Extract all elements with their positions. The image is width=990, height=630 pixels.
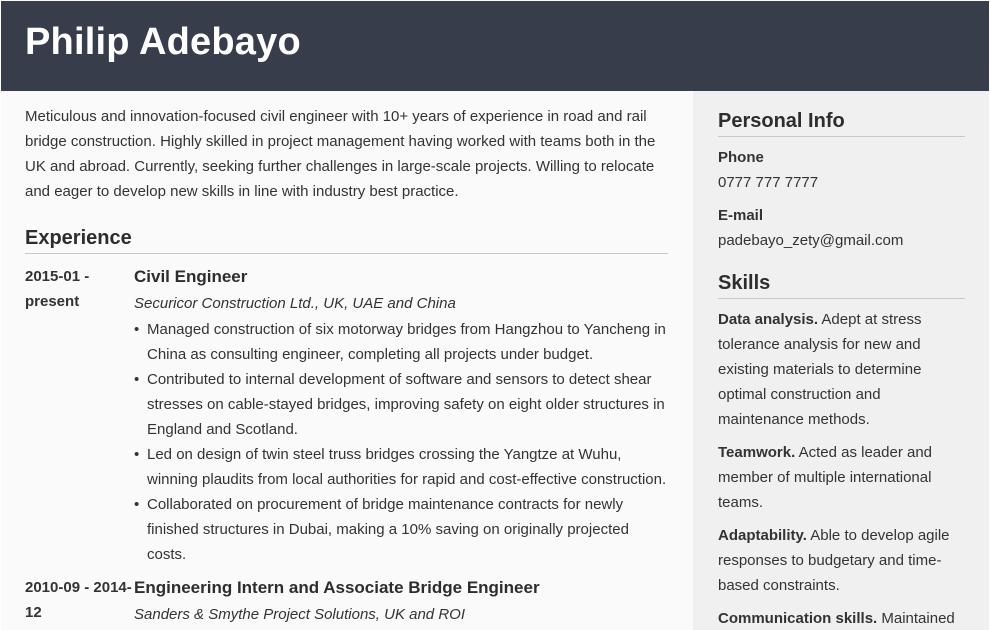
phone-label: Phone xyxy=(718,149,764,166)
job-details xyxy=(134,575,668,628)
resume-header xyxy=(1,1,989,91)
bullet-text: Led on design of twin steel truss bridges crossing the Yangtze at Wuhu, winning plaudits from local authorities for rapid and cost-effective construction. xyxy=(147,446,667,488)
email-value: padebayo_zety@gmail.com xyxy=(718,232,904,249)
skill-name: Adaptability. xyxy=(718,527,807,544)
summary-text: Meticulous and innovation-focused civil engineer with 10+ years of experience in road and rail bridge construction. Highly skilled in project management having worked with teams both in the UK and abroad. Currently, seeking further challenges in large-scale projects. Willing to relocate and eager to develop new skills in line with industry best practice. xyxy=(25,108,656,200)
email-label: E-mail xyxy=(718,207,764,224)
main-column xyxy=(25,104,668,628)
phone-value: 0777 777 7777 xyxy=(718,174,819,191)
personal-info-heading: Personal Info xyxy=(718,109,965,137)
job-bullet xyxy=(134,492,668,567)
bullet-marker: • xyxy=(134,321,140,338)
job-title: Engineering Intern and Associate Bridge Engineer xyxy=(134,578,540,597)
experience-heading: Experience xyxy=(25,226,668,254)
skill-desc: Maintained xyxy=(881,610,955,627)
skill-item xyxy=(718,307,965,432)
job-details xyxy=(134,264,668,567)
bullet-marker: • xyxy=(134,371,140,388)
resume-page xyxy=(1,0,989,630)
job-entry xyxy=(25,264,668,567)
bullet-text: Contributed to internal development of software and sensors to detect shear stresses on cable-stayed bridges, improving safety on eight older structures in England and Scotland. xyxy=(147,371,665,438)
job-company: Sanders & Smythe Project Solutions, UK and ROI xyxy=(134,606,465,623)
skill-name: Communication skills. xyxy=(718,610,878,627)
bullet-marker: • xyxy=(134,496,140,513)
bullet-text: Collaborated on procurement of bridge maintenance contracts for newly finished structures in Dubai, making a 10% saving on originally projected costs. xyxy=(147,496,629,563)
skill-item xyxy=(718,523,965,598)
job-entry xyxy=(25,575,668,628)
job-bullet xyxy=(134,317,668,367)
sidebar xyxy=(693,91,989,630)
job-title: Civil Engineer xyxy=(134,267,248,286)
job-bullet xyxy=(134,367,668,442)
bullet-marker: • xyxy=(134,446,140,463)
skill-desc: Able to develop agile responses to budgetary and time-based constraints. xyxy=(718,527,950,594)
candidate-name: Philip Adebayo xyxy=(25,21,301,63)
job-bullet xyxy=(134,442,668,492)
job-company: Securicor Construction Ltd., UK, UAE and China xyxy=(134,295,456,312)
skill-desc: Adept at stress tolerance analysis for new and existing materials to determine optimal construction and maintenance methods. xyxy=(718,311,922,428)
job-bullets xyxy=(134,317,668,567)
bullet-text: Managed construction of six motorway bridges from Hangzhou to Yancheng in China as consulting engineer, completing all projects under budget. xyxy=(147,321,666,363)
skill-name: Teamwork. xyxy=(718,444,796,461)
job-dates: 2015-01 - present xyxy=(25,268,90,310)
skill-item xyxy=(718,440,965,515)
skill-desc: Acted as leader and member of multiple international teams. xyxy=(718,444,933,511)
skill-item xyxy=(718,606,965,630)
skill-name: Data analysis. xyxy=(718,311,819,328)
sidebar-content xyxy=(718,109,965,630)
skills-heading: Skills xyxy=(718,271,965,299)
job-dates: 2010-09 - 2014-12 xyxy=(25,579,132,621)
